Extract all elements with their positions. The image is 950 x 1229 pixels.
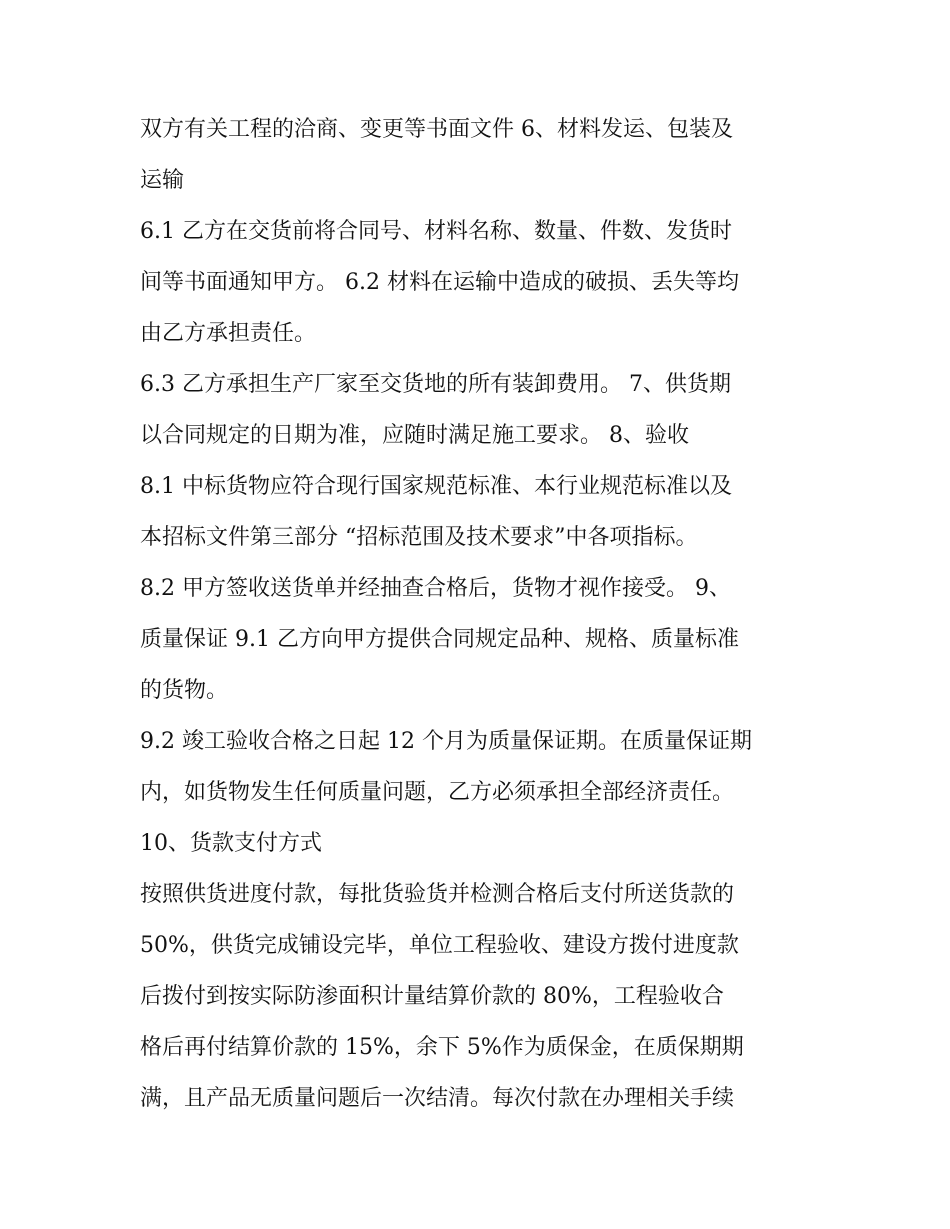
- text-line: 6.3 乙方承担生产厂家至交货地的所有装卸费用。 7、供货期: [140, 372, 731, 397]
- text-line: 10、货款支付方式: [140, 831, 322, 856]
- text-line: 按照供货进度付款，每批货验货并检测合格后支付所送货款的: [140, 882, 735, 907]
- text-line: 8.1 中标货物应符合现行国家规范标准、本行业规范标准以及: [140, 474, 732, 499]
- text-line: 6.1 乙方在交货前将合同号、材料名称、数量、件数、发货时: [140, 219, 732, 244]
- text-line: 后拨付到按实际防渗面积计量结算价款的 80%，工程验收合: [140, 984, 724, 1009]
- text-line: 50%，供货完成铺设完毕，单位工程验收、建设方拨付进度款: [140, 933, 739, 958]
- text-line: 运输: [140, 168, 185, 193]
- text-line: 9.2 竣工验收合格之日起 12 个月为质量保证期。在质量保证期: [140, 729, 752, 754]
- text-line: 双方有关工程的洽商、变更等书面文件 6、材料发运、包装及: [140, 117, 733, 142]
- document-body: [140, 104, 840, 1124]
- text-line: 本招标文件第三部分 “招标范围及技术要求”中各项指标。: [140, 525, 698, 550]
- text-line: 格后再付结算价款的 15%，余下 5%作为质保金，在质保期期: [140, 1035, 744, 1060]
- text-line: 的货物。: [140, 678, 229, 703]
- text-line: 质量保证 9.1 乙方向甲方提供合同规定品种、规格、质量标准: [140, 627, 739, 652]
- text-line: 间等书面通知甲方。 6.2 材料在运输中造成的破损、丢失等均: [140, 270, 739, 295]
- text-line: 满，且产品无质量问题后一次结清。每次付款在办理相关手续: [140, 1086, 735, 1111]
- text-line: 以合同规定的日期为准，应随时满足施工要求。 8、验收: [140, 423, 689, 448]
- text-line: 内，如货物发生任何质量问题，乙方必须承担全部经济责任。: [140, 780, 735, 805]
- text-line: 由乙方承担责任。: [140, 321, 317, 346]
- text-line: 8.2 甲方签收送货单并经抽查合格后，货物才视作接受。 9、: [140, 576, 731, 601]
